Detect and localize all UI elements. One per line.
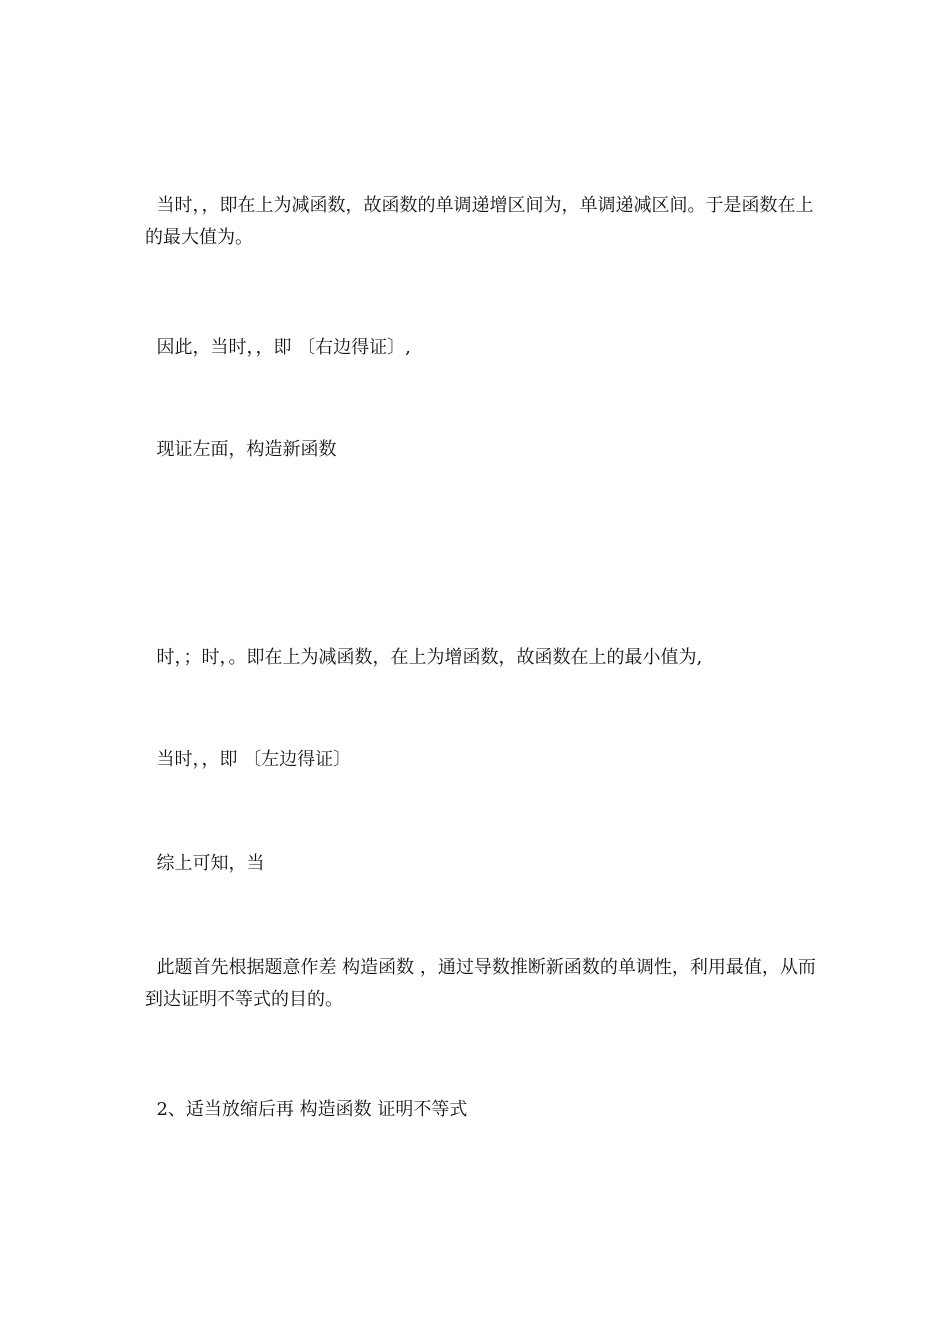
paragraph-minimum-value: 时，；时，。即在上为减函数，在上为增函数，故函数在上的最小值为, (145, 647, 703, 668)
paragraph-monotonic-max: 当时，，即在上为减函数，故函数的单调递增区间为，单调递减区间。于是函数在上的最大值为。 (145, 195, 814, 248)
paragraph-method-summary: 此题首先根据题意作差 构造函数 ，通过导数推断新函数的单调性，利用最值，从而到达证明不等式的目的。 (145, 957, 816, 1010)
paragraph-left-side-proof: 当时，，即 〔左边得证〕 (145, 749, 352, 770)
paragraph-conclusion: 综上可知，当 (145, 853, 265, 874)
paragraph-right-side-proof: 因此，当时，，即 〔右边得证〕, (145, 337, 411, 358)
section-heading-scaling-method: 2、适当放缩后再 构造函数 证明不等式 (145, 1099, 468, 1120)
paragraph-construct-new-function: 现证左面，构造新函数 (145, 439, 337, 460)
